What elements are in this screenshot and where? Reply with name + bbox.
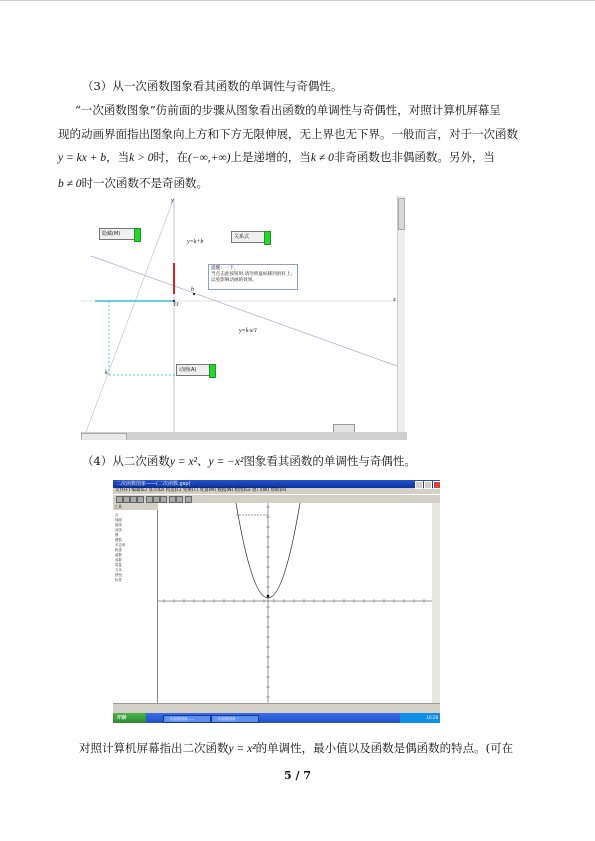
eq-linear: y = kx + b <box>58 152 107 164</box>
undo-icon[interactable] <box>169 496 176 503</box>
tool-panel-item[interactable]: 线段 <box>115 518 122 522</box>
text-fragment: 、 <box>197 454 209 468</box>
tool-panel-item[interactable]: 圆弧 <box>115 538 122 542</box>
cond-k-nonzero: k ≠ 0 <box>310 152 334 164</box>
y-axis-label: y <box>171 198 174 204</box>
window-controls <box>415 481 440 487</box>
animate-button[interactable] <box>176 364 210 376</box>
text-fragment: 对照计算机屏幕指出二次函数 <box>79 741 229 755</box>
new-icon[interactable] <box>116 496 123 503</box>
hide-button-indicator <box>134 228 141 242</box>
window-title-bar <box>113 480 440 488</box>
section3-line3 <box>58 150 495 165</box>
zoom-icon[interactable] <box>185 496 192 503</box>
tool-panel <box>113 503 158 703</box>
tool-panel-item[interactable]: 度量 <box>115 563 122 567</box>
tool-panel-item[interactable]: 射线 <box>115 523 122 527</box>
hide-button[interactable] <box>99 228 135 240</box>
tooltip-line: 以免影响动画的效果。 <box>211 278 257 283</box>
text-fragment: 图象看其函数的单调性与奇偶性。 <box>243 454 416 468</box>
tool-panel-item[interactable]: 点 <box>115 513 119 517</box>
text-fragment: 上是递增的，当 <box>230 150 311 164</box>
tool-panel-item[interactable]: 按钮 <box>115 573 122 577</box>
horizontal-scroll-thumb[interactable] <box>81 433 127 440</box>
tool-panel-header: 工具 <box>113 503 158 510</box>
intercept-point <box>193 293 195 295</box>
b-label: b <box>191 287 194 293</box>
linear-function-screenshot <box>81 194 407 440</box>
print-icon[interactable] <box>137 496 144 503</box>
page-number: 5 / 7 <box>284 769 311 782</box>
section4-heading <box>82 454 416 469</box>
vertical-scrollbar[interactable] <box>397 196 405 432</box>
tooltip-box <box>208 264 298 290</box>
tool-panel-item[interactable]: 圆 <box>115 533 119 537</box>
menu-bar[interactable]: 文件(F) 编辑(E) 显示(D) 构造(C) 变换(T) 度量(M) 数据(N) 绘图(G) 窗口(W) 帮助(H) <box>115 488 287 493</box>
text-fragment: 时，在 <box>153 150 188 164</box>
text-fragment: 时一次函数不是奇函数。 <box>81 176 209 190</box>
taskbar-clock: 10:28 <box>400 713 440 723</box>
text-fragment: 的单调性，最小值以及函数是偶函数的特点。(可在 <box>255 741 514 755</box>
section3-line1: “一次函数图象”仿前面的步骤从图象看出函数的单调性与奇偶性，对照计算机屏幕呈 <box>75 103 501 117</box>
canvas-scrollbar[interactable] <box>432 503 440 703</box>
top-rule <box>0 0 595 1</box>
start-button[interactable]: 开始 <box>113 713 146 723</box>
tooltip-line: 当点击此按钮时,请勿将鼠标移到滑杆上, <box>211 272 293 277</box>
cond-b-nonzero: b ≠ 0 <box>58 178 82 190</box>
taskbar-item-1[interactable]: 二次函数图象—— <box>163 715 211 723</box>
redo-icon[interactable] <box>176 496 183 503</box>
sketch-canvas[interactable] <box>158 503 432 703</box>
tool-panel-item[interactable]: 多边形 <box>115 543 126 547</box>
tooltip-line: 提醒：一下。 <box>211 266 239 271</box>
parabola-graph <box>158 503 432 703</box>
horizontal-scrollbar[interactable] <box>81 432 407 440</box>
cut-icon[interactable] <box>146 496 153 503</box>
formula-top: y=k+b <box>187 239 204 245</box>
vertical-scroll-thumb[interactable] <box>398 198 405 230</box>
x-axis-label: x <box>393 297 396 303</box>
tool-panel-item[interactable]: 函数 <box>115 553 122 557</box>
origin-label: O <box>174 302 179 308</box>
section3-line2: 现的动画界面指出图象向上方和下方无限伸展，无上界也无下界。一般而言，对于一次函数 <box>58 127 518 141</box>
cond-k-positive: k > 0 <box>129 152 154 164</box>
animate-button-indicator <box>209 364 216 378</box>
tool-panel-item[interactable]: 标签 <box>115 578 122 582</box>
text-fragment: 非奇函数也非偶函数。另外，当 <box>333 150 495 164</box>
window-title: 二次函数图象——(二次函数.gsp) <box>116 481 191 487</box>
vertex-point <box>267 595 269 597</box>
formula-slope: y=k·x/1 <box>239 328 258 334</box>
tool-panel-item[interactable]: 直线 <box>115 528 122 532</box>
quadratic-function-screenshot <box>113 480 440 723</box>
text-fragment: ，当 <box>106 150 130 164</box>
text-fragment: （4）从二次函数 <box>82 454 170 468</box>
tool-panel-item[interactable]: 轨迹 <box>115 548 122 552</box>
relation-button-label: 关系式 <box>234 234 250 240</box>
relation-button[interactable] <box>231 231 265 243</box>
animate-button-label: 动画(A) <box>179 367 197 373</box>
save-icon[interactable] <box>130 496 137 503</box>
tool-panel-item[interactable]: 文本 <box>115 568 122 572</box>
open-icon[interactable] <box>123 496 130 503</box>
eq-x-squared: y = x² <box>169 456 197 468</box>
tool-panel-item[interactable]: 参数 <box>115 558 122 562</box>
copy-icon[interactable] <box>153 496 160 503</box>
section3-heading: （3）从一次函数图象看其函数的单调性与奇偶性。 <box>82 79 343 93</box>
relation-button-indicator <box>264 231 271 245</box>
taskbar-item-2[interactable]: 二次函数图象一 <box>211 715 259 723</box>
paste-icon[interactable] <box>160 496 167 503</box>
interval: (−∞,+∞) <box>187 152 231 164</box>
closing-line <box>79 741 513 756</box>
eq-x-squared-2: y = x² <box>228 743 256 755</box>
k-label: k <box>105 370 108 376</box>
eq-neg-x-squared: y = −x² <box>208 456 244 468</box>
hide-button-label: 隐藏(M) <box>102 231 121 237</box>
section3-line4 <box>58 176 208 191</box>
